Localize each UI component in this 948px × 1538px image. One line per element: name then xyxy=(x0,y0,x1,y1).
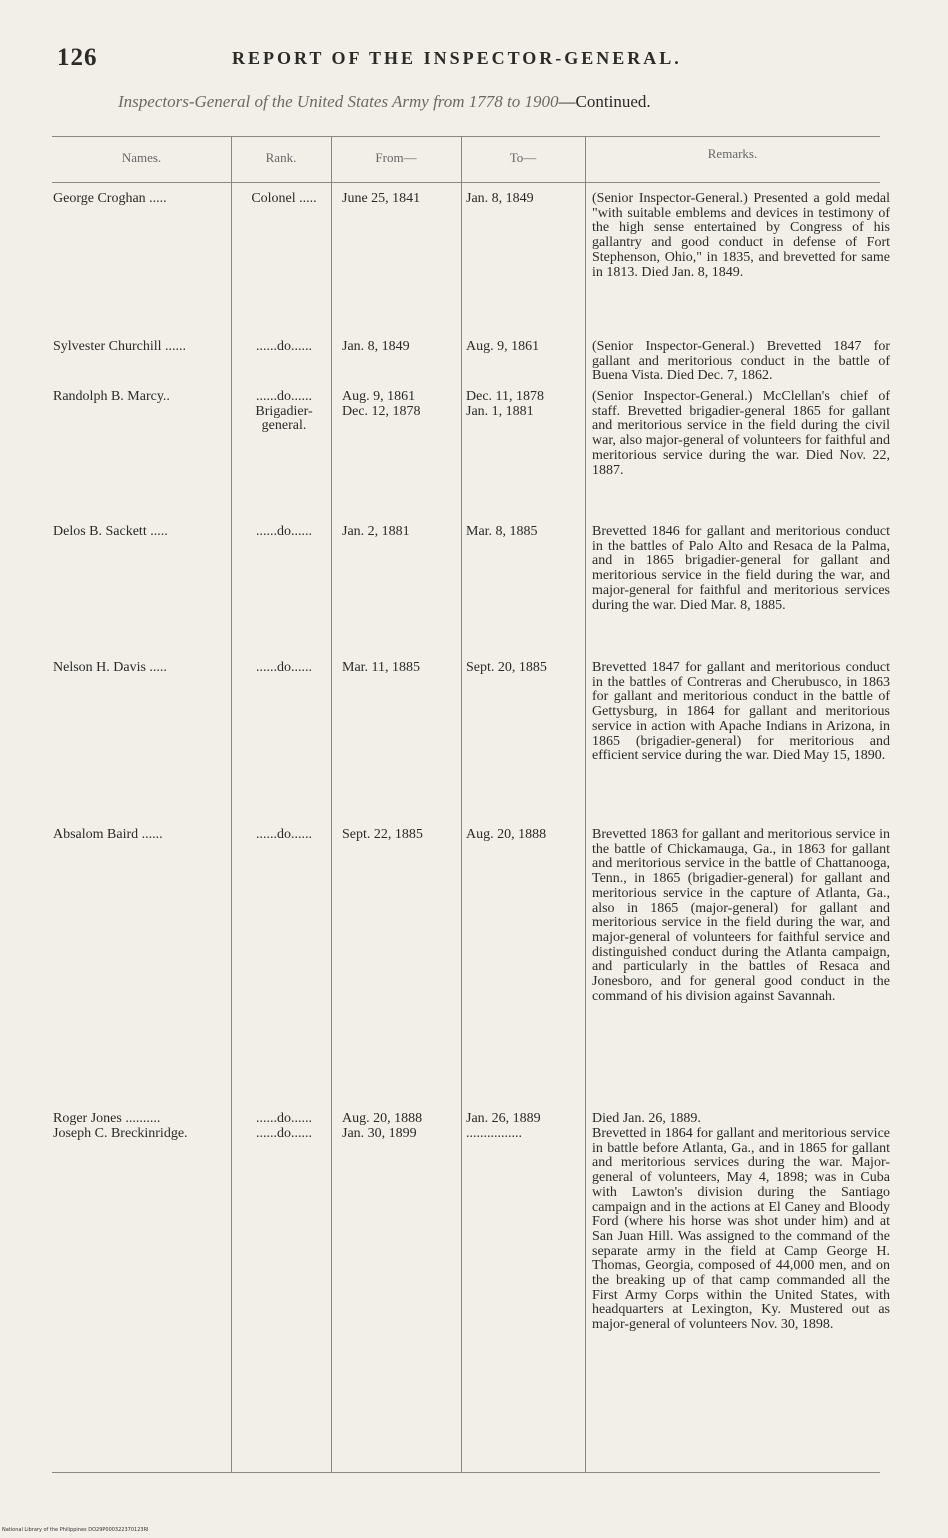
name-cell: Delos B. Sackett ..... xyxy=(53,524,168,539)
rank-cell: Colonel ..... xyxy=(251,191,317,206)
remarks-cell: Brevetted 1863 for gallant and meritorious service in the battle of Chickamauga, Ga., in 1863 for gallant and meritorious service in the battle of Chattanooga, Tenn., in 1865 (brigadier-general) for gallant and meritorious service in the capture of Atlanta, Ga., also in 1865 (major-general) for gallant and meritorious service in the field during the war, and major-general of volunteers for faithful service and distinguished conduct during the Atlanta campaign, and particularly in the battles of Resaca and Jonesboro, and for general good conduct in the command of his division against Savannah. xyxy=(592,827,890,1004)
to-cell: Mar. 8, 1885 xyxy=(466,524,538,539)
remarks-cell: Brevetted 1846 for gallant and meritorious conduct in the battles of Palo Alto and Resaca de la Palma, and in 1865 brigadier-general for gallant and meritorious service in the field during the war, and major-general for faithful and meritorious services during the war. Died Mar. 8, 1885. xyxy=(592,524,890,613)
name-cell: Absalom Baird ...... xyxy=(53,827,163,842)
name-cell: Roger Jones .......... xyxy=(53,1111,161,1126)
running-title: REPORT OF THE INSPECTOR-GENERAL. xyxy=(232,48,682,68)
rank-cell: ......do...... xyxy=(256,827,312,842)
from-cell: June 25, 1841 xyxy=(342,191,421,206)
rank-cell: ......do...... Brigadier-general. xyxy=(255,389,313,434)
table-top-rule xyxy=(52,136,880,137)
rank-cell: ......do...... xyxy=(256,1111,312,1126)
column-divider xyxy=(585,136,586,1472)
from-cell: Aug. 9, 1861 Dec. 12, 1878 xyxy=(342,389,421,419)
to-cell: Aug. 9, 1861 xyxy=(466,339,540,354)
remarks-cell: (Senior Inspector-General.) Brevetted 1847 for gallant and meritorious conduct in the battle of Buena Vista. Died Dec. 7, 1862. xyxy=(592,339,890,384)
header-bottom-rule xyxy=(52,182,880,183)
page-number: 126 xyxy=(57,44,98,71)
remarks-cell: Died Jan. 26, 1889. xyxy=(592,1111,701,1126)
column-header-rank: Rank. xyxy=(265,150,297,165)
name-cell: Randolph B. Marcy.. xyxy=(53,389,170,404)
name-cell xyxy=(53,1127,231,1142)
from-cell: Jan. 2, 1881 xyxy=(342,524,410,539)
table-bottom-rule xyxy=(52,1472,880,1473)
name-cell: George Croghan ..... xyxy=(53,191,167,206)
column-header-to: To— xyxy=(509,150,537,165)
column-divider xyxy=(461,136,462,1472)
remarks-cell: Brevetted in 1864 for gallant and meritorious service in battle before Atlanta, Ga., and in 1865 for gallant and meritorious services during the war. Major-general of volunteers, May 4, 1898; was in Cuba with Lawton's division during the Santiago campaign and in the actions at El Caney and Bloody Ford (where his horse was shot under him) and at San Juan Hill. Was assigned to the command of the separate army in the field at Camp George H. Thomas, Georgia, composed of 44,000 men, and on the breaking up of that camp commanded all the First Army Corps within the United States, with headquarters at Lexington, Ky. Mustered out as major-general of volunteers Nov. 30, 1898. xyxy=(592,1126,890,1333)
to-cell: Aug. 20, 1888 xyxy=(466,827,547,842)
column-divider xyxy=(331,136,332,1472)
rank-cell: ......do...... xyxy=(256,660,312,675)
to-cell: Dec. 11, 1878 Jan. 1, 1881 xyxy=(466,389,545,419)
from-cell: Sept. 22, 1885 xyxy=(342,827,423,842)
name-text: Joseph C. Breckinridge. xyxy=(53,1126,188,1141)
remarks-cell: (Senior Inspector-General.) Presented a gold medal "with suitable emblems and devices in testimony of the high sense entertained by Congress of his gallantry and good conduct in defense of Fort Stephenson, Ohio," in 1835, and brevetted for same in 1813. Died Jan. 8, 1849. xyxy=(592,191,890,280)
remarks-cell: (Senior Inspector-General.) McClellan's chief of staff. Brevetted brigadier-general 1865 for gallant and meritorious service in the field during the civil war, also major-general of volunteers for faithful and meritorious service during the war. Died Nov. 22, 1887. xyxy=(592,389,890,478)
caption-italic: Inspectors-General of the United States Army from 1778 to 1900 xyxy=(118,92,559,111)
from-cell: Jan. 8, 1849 xyxy=(342,339,410,354)
name-cell: Nelson H. Davis ..... xyxy=(53,660,167,675)
to-cell: Jan. 8, 1849 xyxy=(466,191,534,206)
to-cell: ................ xyxy=(466,1126,522,1141)
remarks-cell: Brevetted 1847 for gallant and meritorious conduct in the battles of Contreras and Cherubusco, in 1863 for gallant and meritorious conduct in the battle of Gettysburg, in 1864 for gallant and meritorious service in action with Apache Indians in Arizona, in 1865 (brigadier-general) for meritorious and efficient service during the war. Died May 15, 1890. xyxy=(592,660,890,764)
to-cell: Sept. 20, 1885 xyxy=(466,660,547,675)
column-header-remarks: Remarks. xyxy=(707,146,758,161)
rank-cell: ......do...... xyxy=(256,524,312,539)
caption-continued: —Continued. xyxy=(558,92,651,111)
to-cell: Jan. 26, 1889 xyxy=(466,1111,541,1126)
column-divider xyxy=(231,136,232,1472)
name-cell: Sylvester Churchill ...... xyxy=(53,339,186,354)
from-cell: Mar. 11, 1885 xyxy=(342,660,421,675)
column-header-from: From— xyxy=(375,150,417,165)
rank-cell: ......do...... xyxy=(256,339,312,354)
from-cell: Jan. 30, 1899 xyxy=(342,1126,417,1141)
scan-footer: National Library of the Philippines DO29P000322370123RI xyxy=(2,1527,149,1533)
from-cell: Aug. 20, 1888 xyxy=(342,1111,423,1126)
table-caption xyxy=(118,92,651,112)
column-header-names: Names. xyxy=(121,150,162,165)
rank-cell: ......do...... xyxy=(256,1126,312,1141)
